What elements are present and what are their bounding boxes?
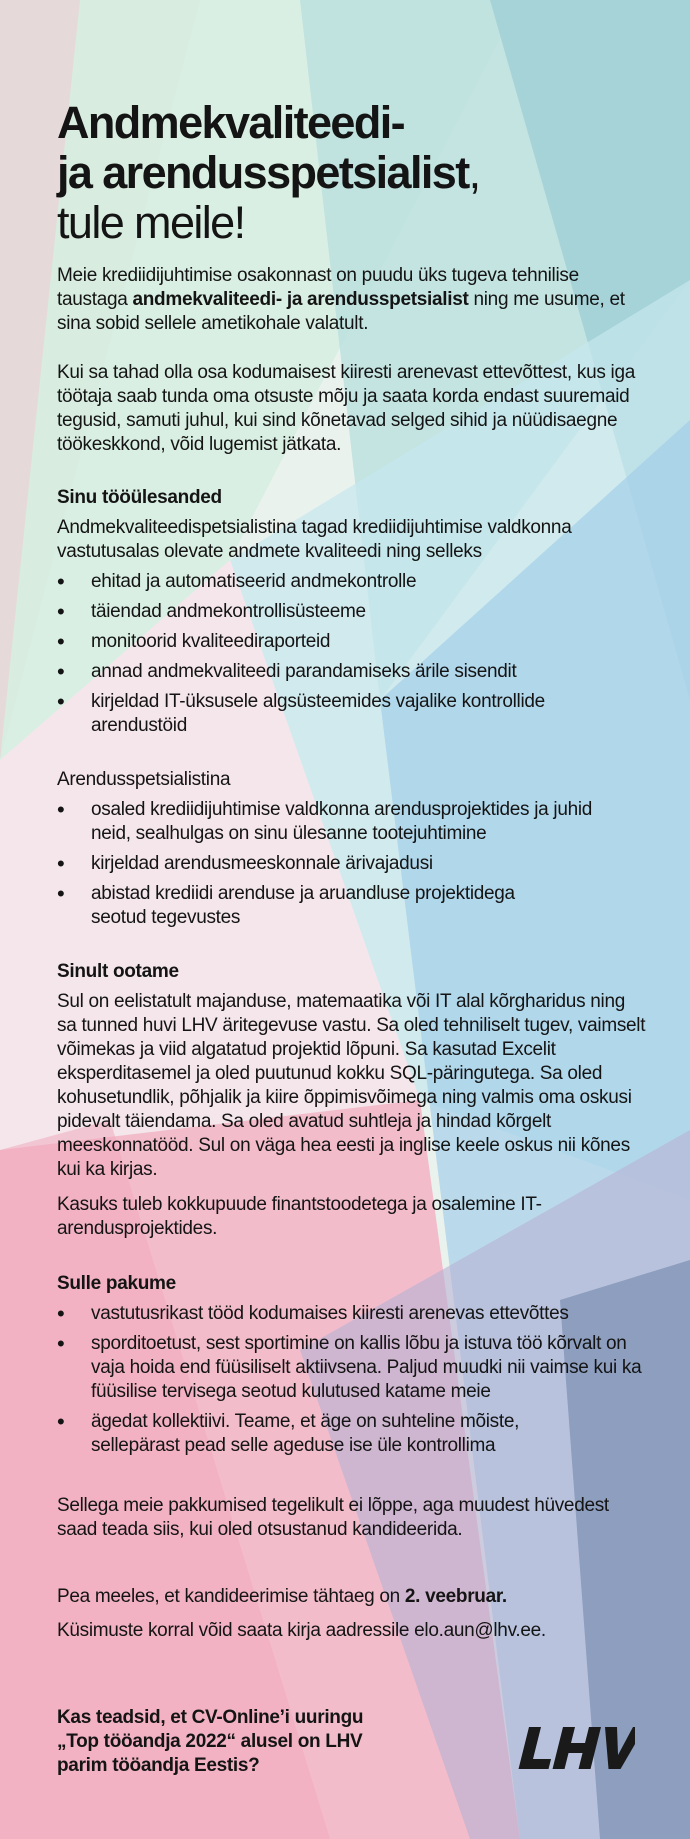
list-item: • kirjeldad IT-üksusele algsüsteemides vajalike kontrollide arendustöid [57, 690, 611, 738]
expect-heading: Sinult ootame [57, 961, 179, 982]
expect-paragraph-1: Sul on eelistatult majanduse, matemaatika või IT alal kõrgharidus ning sa tunned huvi LHV äritegevuse vastu. Sa oled tehniliselt tugev, vaimselt võimekas ja viid algatatud projektid lõpuni. Sa kasutad Excelit eksperditasemel ja oled puutunud kokku SQL-päringutega. Sa oled kohusetundlik, põhjalik ja kiire õppimisvõimega ning valmis oma oskusi pidevalt täiendama. Sa oled avatud suhtleja ja hindad kõrgelt meeskonnatööd. Sul on väga hea eesti ja inglise keele oskus nii kõnes kui ka kirjas. [57, 991, 646, 1180]
title-line-3: tule meile! [57, 197, 245, 248]
deadline-text [57, 1585, 647, 1609]
list-item: • abistad krediidi arenduse ja aruandluse projektidega seotud tegevustes [57, 882, 561, 930]
intro-p1-bold: andmekvaliteedi- ja arendusspetsialist [132, 289, 469, 310]
development-lead: Arendusspetsialistina [57, 769, 231, 790]
intro-paragraph-2: Kui sa tahad olla osa kodumaisest kiiresti arenevast ettevõttest, kus iga töötaja saab tunda oma otsuste mõju ja saata korda endast suuremaid tegusid, samuti juhul, kui sind kõnetavad selged sihid ja nüüdisaegne töökeskkond, võid lugemist jätkata. [57, 362, 635, 455]
intro-p1-start: Meie krediidijuhtimise osakonnast on puudu üks tugeva tehnilise taustaga [57, 265, 579, 310]
list-item: • osaled krediidijuhtimise valdkonna arendusprojektides ja juhid neid, sealhulgas on sinu ülesanne tootejuhtimine [57, 798, 601, 846]
offer-heading: Sulle pakume [57, 1273, 176, 1294]
title-line-1: Andmekvaliteedi- [57, 97, 405, 148]
title-comma: , [468, 147, 480, 198]
intro-paragraph-1 [57, 264, 647, 336]
deadline-date: 2. veebruar. [404, 1586, 507, 1607]
list-item: • kirjeldad arendusmeeskonnale ärivajadusi [57, 852, 647, 876]
development-list [57, 798, 647, 936]
expect-paragraph-2: Kasuks tuleb kokkupuude finantstoodetega ja osalemine IT-arendusprojektides. [57, 1194, 542, 1239]
deadline-start: Pea meeles, et kandideerimise tähtaeg on [57, 1586, 405, 1607]
tasks-lead: Andmekvaliteedispetsialistina tagad krediidijuhtimise valdkonna vastutusalas olevate andmete kvaliteedi ning selleks [57, 517, 572, 562]
tasks-heading: Sinu tööülesanded [57, 487, 222, 508]
list-item: • täiendad andmekontrollisüsteeme [57, 600, 647, 624]
list-item: • ägedat kollektiivi. Teame, et äge on suhteline mõiste, sellepärast pead selle ageduse ise üle kontrollima [57, 1410, 591, 1458]
offer-list [57, 1302, 647, 1464]
list-item: • vastutusrikast tööd kodumaises kiiresti arenevas ettevõttes [57, 1302, 647, 1326]
offer-closing: Sellega meie pakkumised tegelikult ei lõppe, aga muudest hüvedest saad teada siis, kui oled otsustanud kandideerida. [57, 1495, 609, 1540]
list-item: • sporditoetust, sest sportimine on kallis lõbu ja istuva töö kõrvalt on vaja hoida end füüsiliselt aktiivsena. Paljud muudki nii vaimse kui ka füüsilise tervisega seotud kulutused katame meie [57, 1332, 647, 1404]
lhv-logo [515, 1727, 635, 1769]
title-line-2: ja arendusspetsialist [57, 147, 469, 198]
intro-p1-end: ning me usume, et sina sobid sellele ametikohale valatult. [57, 289, 625, 334]
footer-question: Kas teadsid, et CV-Online’i uuringu „Top tööandja 2022“ alusel on LHV parim tööandja Eestis? [57, 1707, 364, 1776]
list-item: • monitoorid kvaliteediraporteid [57, 630, 647, 654]
list-item: • annad andmekvaliteedi parandamiseks ärile sisendit [57, 660, 647, 684]
tasks-list [57, 570, 647, 744]
page-title [57, 98, 480, 248]
list-item: • ehitad ja automatiseerid andmekontrolle [57, 570, 647, 594]
contact-text: Küsimuste korral võid saata kirja aadressile elo.aun@lhv.ee. [57, 1620, 546, 1641]
